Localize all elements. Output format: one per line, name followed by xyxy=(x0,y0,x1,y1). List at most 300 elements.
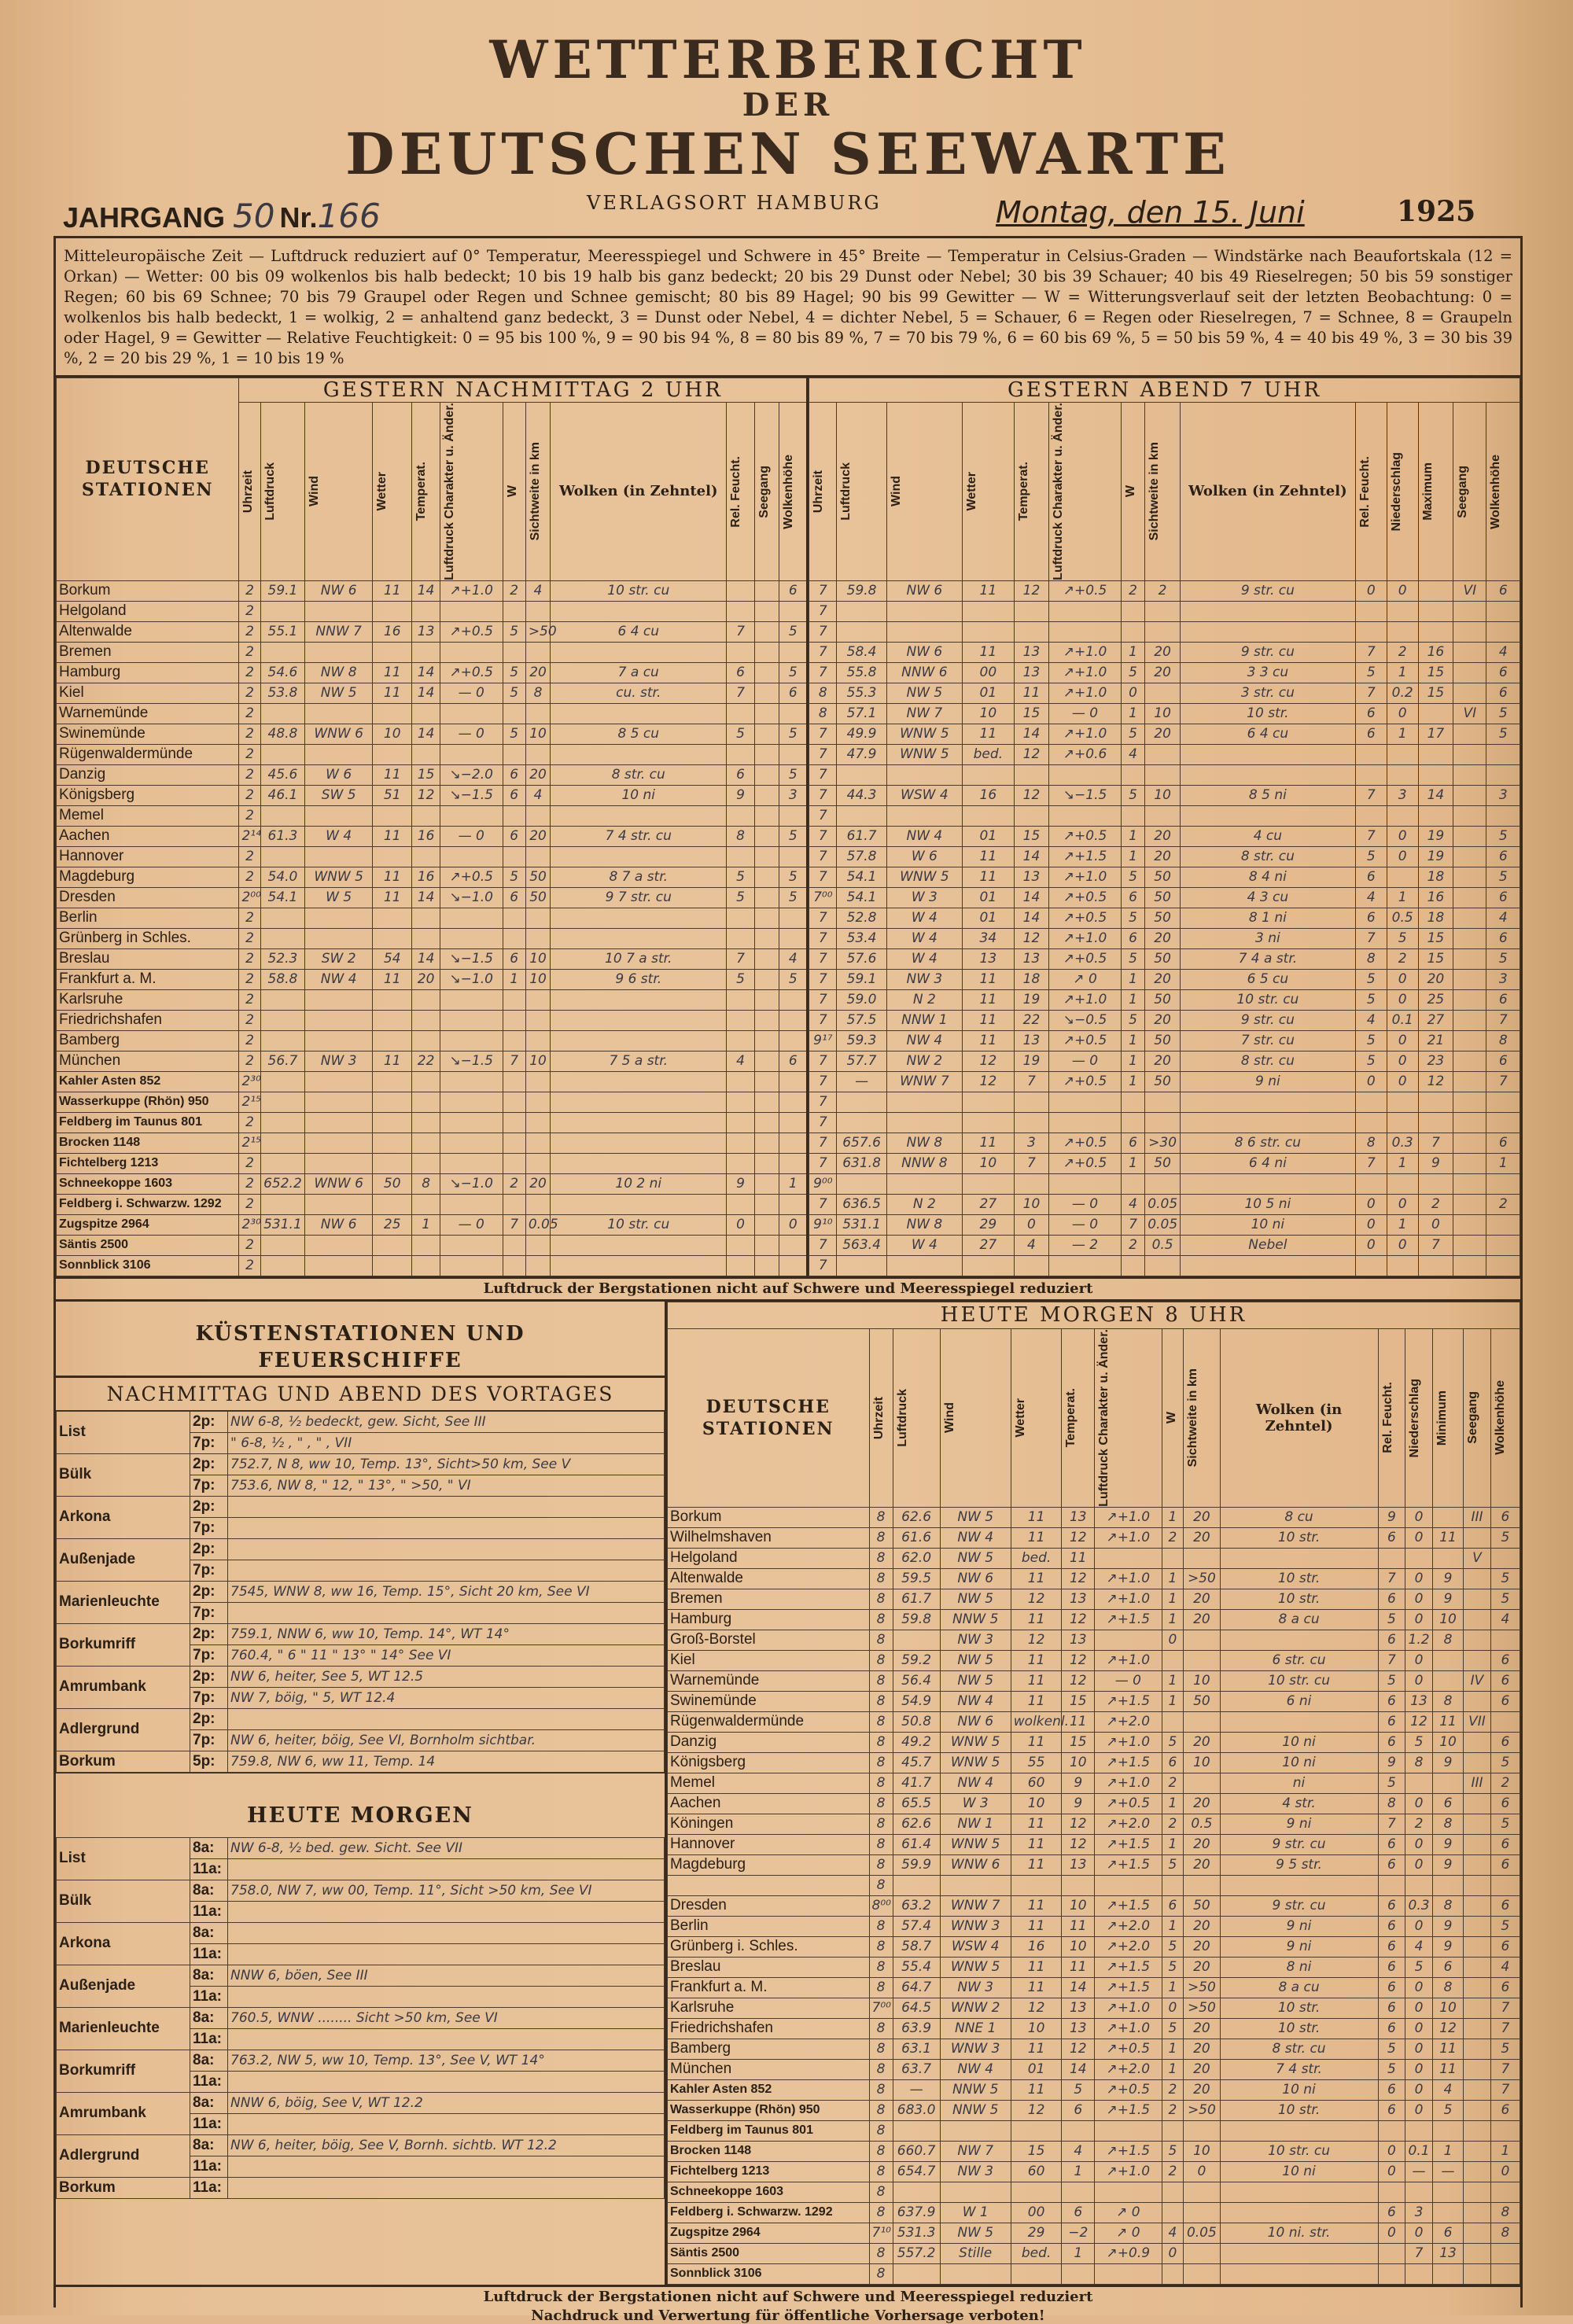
cell xyxy=(1464,1854,1491,1875)
cell: 5 xyxy=(779,826,808,846)
cell xyxy=(1095,2120,1162,2141)
table-row xyxy=(57,703,808,724)
cell: 11 xyxy=(373,969,412,989)
cell xyxy=(779,601,808,621)
cell xyxy=(1220,2182,1378,2202)
cell: 50 xyxy=(1145,948,1181,969)
cell: 8 xyxy=(869,1977,893,1998)
cell xyxy=(440,642,503,662)
table-row xyxy=(668,2243,1520,2263)
cell: 8 xyxy=(869,2182,893,2202)
cell: 8 xyxy=(809,703,837,724)
cell: 10 ni xyxy=(1220,1752,1378,1773)
cell: 14 xyxy=(412,662,440,683)
cell: 11 xyxy=(1062,1916,1095,1936)
cell: 10 xyxy=(1432,1609,1463,1630)
station-name xyxy=(668,1875,870,1895)
cell: 27 xyxy=(962,1194,1014,1214)
cell xyxy=(1387,621,1418,642)
cell: — 0 xyxy=(440,683,503,703)
table-row xyxy=(809,703,1520,724)
cell: ↗+1.0 xyxy=(1095,1773,1162,1793)
cell: ↗+1.5 xyxy=(1095,1957,1162,1977)
cell: 15 xyxy=(1418,662,1453,683)
cell: 5 xyxy=(779,662,808,683)
time-slot: 11a: xyxy=(190,2113,228,2134)
cell xyxy=(1453,969,1486,989)
cell xyxy=(412,846,440,867)
cell: >50 xyxy=(525,621,550,642)
cell: 10 ni xyxy=(1180,1214,1355,1235)
cell xyxy=(754,928,779,948)
col-header-label: Luftdruck xyxy=(895,1388,909,1447)
cell: ↗+1.0 xyxy=(1095,1527,1162,1548)
cell xyxy=(1014,1173,1049,1194)
station-name: Breslau xyxy=(668,1957,870,1977)
cell: 9¹⁰ xyxy=(809,1214,837,1235)
abend-table xyxy=(809,378,1520,1276)
cell xyxy=(1453,1235,1486,1255)
table-row xyxy=(57,1010,808,1030)
time-slot: 7p: xyxy=(190,1687,228,1708)
cell xyxy=(503,1112,525,1133)
cell xyxy=(1453,989,1486,1010)
cell: 8 xyxy=(869,1650,893,1670)
cell: 8 xyxy=(869,1936,893,1957)
cell: 61.3 xyxy=(260,826,305,846)
cell: 5 xyxy=(779,764,808,785)
cell: 10 str. xyxy=(1220,1568,1378,1589)
table-row xyxy=(57,1581,665,1602)
cell xyxy=(779,1235,808,1255)
cell: 1 xyxy=(1490,2141,1520,2161)
cell: 0 xyxy=(1355,580,1387,601)
cell: 11 xyxy=(1011,1650,1062,1670)
cell xyxy=(1184,2263,1220,2284)
cell: 1 xyxy=(1432,2141,1463,2161)
cell: 59.1 xyxy=(260,580,305,601)
cell: 1 xyxy=(1121,1030,1145,1051)
cell: 1 xyxy=(1387,1214,1418,1235)
col-header-label: Wolken (in Zehntel) xyxy=(1255,1401,1343,1435)
cell xyxy=(754,908,779,928)
col-header xyxy=(940,1328,1011,1507)
cell: 4 xyxy=(1405,1936,1433,1957)
cell: 7 str. cu xyxy=(1180,1030,1355,1051)
cell: 8 xyxy=(869,2079,893,2100)
cell: 11 xyxy=(1062,1548,1095,1568)
cell xyxy=(727,1112,755,1133)
time-slot: 11a: xyxy=(190,2177,228,2198)
cell: 6 xyxy=(503,764,525,785)
cell: 5 xyxy=(779,724,808,744)
cell xyxy=(1095,2182,1162,2202)
cell: 12 xyxy=(1062,2039,1095,2059)
cell: 9 xyxy=(1432,1936,1463,1957)
cell: NW 5 xyxy=(940,1507,1011,1527)
cell: 0 xyxy=(1014,1214,1049,1235)
cell xyxy=(1464,2223,1491,2243)
cell: 6 xyxy=(1121,1133,1145,1153)
cell: 2 xyxy=(239,1173,260,1194)
cell: 10 xyxy=(1011,1793,1062,1814)
cell: 8 xyxy=(412,1173,440,1194)
cell xyxy=(1162,2182,1184,2202)
cell: ↗+1.5 xyxy=(1095,1977,1162,1998)
cell: 5 xyxy=(1378,1670,1405,1691)
cell: 13 xyxy=(1062,1854,1095,1875)
cell xyxy=(1453,1194,1486,1214)
cell: 16 xyxy=(1418,642,1453,662)
station-name: Hannover xyxy=(57,846,239,867)
cell xyxy=(260,1030,305,1051)
cell xyxy=(373,846,412,867)
cell: 5 xyxy=(503,662,525,683)
cell: 7 4 str. xyxy=(1220,2059,1378,2079)
cell: 5 xyxy=(1355,989,1387,1010)
cell xyxy=(440,1255,503,1276)
table-row xyxy=(57,1092,808,1112)
cell: 1 xyxy=(1162,1977,1184,1998)
table-row xyxy=(668,2141,1520,2161)
cell: 5 xyxy=(1486,948,1520,969)
table-row xyxy=(809,1153,1520,1173)
table-row xyxy=(809,1133,1520,1153)
station-name: Berlin xyxy=(57,908,239,928)
station-name: Brocken 1148 xyxy=(668,2141,870,2161)
cell: 0.2 xyxy=(1387,683,1418,703)
cell: ↗+1.0 xyxy=(1049,989,1122,1010)
cell: 15 xyxy=(1062,1691,1095,1711)
cell: 20 xyxy=(1184,1589,1220,1609)
table-row xyxy=(809,1214,1520,1235)
cell xyxy=(1184,2243,1220,2263)
cell: 0 xyxy=(1387,1071,1418,1092)
cell xyxy=(440,989,503,1010)
stations-header: DEUTSCHE STATIONEN xyxy=(668,1328,870,1507)
cell: 0 xyxy=(1355,1071,1387,1092)
observation-text: NW 6-8, ½ bed. gew. Sicht. See VII xyxy=(228,1837,665,1858)
cell xyxy=(525,908,550,928)
cell: 7 xyxy=(727,621,755,642)
cell xyxy=(779,1255,808,1276)
cell xyxy=(1184,1711,1220,1732)
station-name: Zugspitze 2964 xyxy=(668,2223,870,2243)
cell: 13 xyxy=(962,948,1014,969)
cell xyxy=(1387,744,1418,764)
cell: 8 str. cu xyxy=(1180,1051,1355,1071)
cell: 2 xyxy=(1162,1527,1184,1548)
cell: WNW 5 xyxy=(305,867,373,887)
cell xyxy=(1387,764,1418,785)
cell: NW 3 xyxy=(940,2161,1011,2182)
cell: NNW 8 xyxy=(886,1153,962,1173)
table-row xyxy=(668,2079,1520,2100)
cell xyxy=(1453,1051,1486,1071)
cell: ↗+2.0 xyxy=(1095,1936,1162,1957)
col-header-label: Wetter xyxy=(375,472,389,511)
cell: 12 xyxy=(1062,1568,1095,1589)
cell xyxy=(1405,2263,1433,2284)
cell xyxy=(1490,1548,1520,1568)
cell: 52.8 xyxy=(837,908,886,928)
cell: 9 xyxy=(1432,1589,1463,1609)
cell: 20 xyxy=(1184,1732,1220,1752)
cell: 0.5 xyxy=(1145,1235,1181,1255)
cell xyxy=(893,1875,940,1895)
cell: ↗+1.0 xyxy=(1095,1650,1162,1670)
cell: 11 xyxy=(373,764,412,785)
cell xyxy=(940,1875,1011,1895)
cell xyxy=(1355,1092,1387,1112)
cell xyxy=(779,1133,808,1153)
table-row xyxy=(668,1793,1520,1814)
cell xyxy=(1418,580,1453,601)
cell xyxy=(1180,805,1355,826)
cell xyxy=(1014,621,1049,642)
col-header xyxy=(1180,403,1355,581)
cell: 14 xyxy=(412,683,440,703)
cell: 6 xyxy=(1162,1752,1184,1773)
cell: 7 xyxy=(1014,1153,1049,1173)
cell: >50 xyxy=(1184,1977,1220,1998)
cell: 11 xyxy=(962,1010,1014,1030)
cell: 1 xyxy=(1121,703,1145,724)
cell: 20 xyxy=(412,969,440,989)
cell: ↗+0.5 xyxy=(1095,1793,1162,1814)
cell: 6 xyxy=(1378,1527,1405,1548)
cell xyxy=(305,846,373,867)
cell: WNW 6 xyxy=(305,1173,373,1194)
cell: 5 xyxy=(779,621,808,642)
cell: 9 xyxy=(1378,1507,1405,1527)
cell: 12 xyxy=(1062,1650,1095,1670)
cell: 4 xyxy=(1355,1010,1387,1030)
cell xyxy=(1184,2182,1220,2202)
table-row xyxy=(57,744,808,764)
cell: 50 xyxy=(1184,1895,1220,1916)
table-row xyxy=(809,887,1520,908)
cell: 6 xyxy=(1378,1916,1405,1936)
cell xyxy=(940,2182,1011,2202)
cell xyxy=(551,1194,727,1214)
cell xyxy=(727,1235,755,1255)
coastal-station-name: Außenjade xyxy=(57,1965,190,2007)
cell: ↗ 0 xyxy=(1049,969,1122,989)
station-name: München xyxy=(57,1051,239,1071)
cell xyxy=(754,642,779,662)
cell: 9 str. cu xyxy=(1220,1895,1378,1916)
col-header xyxy=(1464,1328,1491,1507)
cell xyxy=(260,1235,305,1255)
cell xyxy=(551,805,727,826)
cell: 63.7 xyxy=(893,2059,940,2079)
cell: 19 xyxy=(1014,1051,1049,1071)
cell: 7 xyxy=(1355,826,1387,846)
coastal-station-name: Borkum xyxy=(57,1751,190,1772)
cell: 13 xyxy=(412,621,440,642)
cell: 11 xyxy=(1011,1977,1062,1998)
cell xyxy=(1486,805,1520,826)
station-name: Karlsruhe xyxy=(668,1998,870,2018)
cell: 5 xyxy=(727,724,755,744)
cell xyxy=(1453,683,1486,703)
cell xyxy=(1355,805,1387,826)
cell xyxy=(1184,2202,1220,2223)
cell: 65.5 xyxy=(893,1793,940,1814)
cell xyxy=(1095,1630,1162,1650)
cell: 5 xyxy=(1162,1854,1184,1875)
cell: 8 xyxy=(869,1875,893,1895)
col-header-label: Seegang xyxy=(1466,1391,1480,1445)
cell: 4 cu xyxy=(1180,826,1355,846)
coastal-station-name: Amrumbank xyxy=(57,2092,190,2134)
cell: 8 5 ni xyxy=(1180,785,1355,805)
table-row xyxy=(57,1173,808,1194)
cell: NW 6 xyxy=(886,580,962,601)
cell xyxy=(260,989,305,1010)
cell: 11 xyxy=(1062,1957,1095,1977)
cell: NW 6 xyxy=(886,642,962,662)
station-name: Bamberg xyxy=(57,1030,239,1051)
cell: WNW 6 xyxy=(305,724,373,744)
cell: — 2 xyxy=(1049,1235,1122,1255)
cell: 2 xyxy=(1145,580,1181,601)
cell: 61.7 xyxy=(837,826,886,846)
cell: 54.1 xyxy=(837,887,886,908)
cell: 3 xyxy=(1014,1133,1049,1153)
station-name: Friedrichshafen xyxy=(57,1010,239,1030)
cell: 6 xyxy=(1378,2079,1405,2100)
cell xyxy=(1464,1814,1491,1834)
cell: 8 xyxy=(869,1691,893,1711)
cell xyxy=(837,621,886,642)
cell: 25 xyxy=(373,1214,412,1235)
cell: 20 xyxy=(1184,1854,1220,1875)
col-header xyxy=(1121,403,1145,581)
cell: ni xyxy=(1220,1773,1378,1793)
cell xyxy=(440,1112,503,1133)
station-name: Rügenwaldermünde xyxy=(57,744,239,764)
cell: 53.4 xyxy=(837,928,886,948)
station-name: Danzig xyxy=(668,1732,870,1752)
cell: 1 xyxy=(1162,1609,1184,1630)
cell xyxy=(373,1030,412,1051)
cell: 12 xyxy=(1062,1670,1095,1691)
cell: N 2 xyxy=(886,989,962,1010)
time-slot: 8a: xyxy=(190,1880,228,1901)
station-name: Hamburg xyxy=(668,1609,870,1630)
table-row xyxy=(57,2050,665,2071)
cell: 0 xyxy=(1405,1507,1433,1527)
cell: 13 xyxy=(1062,1998,1095,2018)
cell: 7 xyxy=(809,867,837,887)
cell xyxy=(1180,1092,1355,1112)
col-header xyxy=(239,403,260,581)
cell xyxy=(551,744,727,764)
cell xyxy=(503,805,525,826)
observation-text xyxy=(228,1943,665,1965)
cell xyxy=(1453,642,1486,662)
cell: 8 xyxy=(869,1854,893,1875)
cell: ↗+0.5 xyxy=(1049,1153,1122,1173)
cell: 9 xyxy=(1432,1916,1463,1936)
cell: 11 xyxy=(1011,2079,1062,2100)
cell xyxy=(1355,744,1387,764)
station-name: Grünberg i. Schles. xyxy=(668,1936,870,1957)
col-header-label: Wind xyxy=(889,476,903,507)
cell: 2 xyxy=(1387,642,1418,662)
cell xyxy=(1011,2120,1062,2141)
table-row xyxy=(809,867,1520,887)
cell xyxy=(1355,1255,1387,1276)
cell: 6 xyxy=(1378,2018,1405,2039)
station-name: Borkum xyxy=(668,1507,870,1527)
cell: 10 xyxy=(525,1051,550,1071)
cell: 6 xyxy=(1486,989,1520,1010)
cell: 14 xyxy=(412,724,440,744)
cell xyxy=(1378,1875,1405,1895)
cell xyxy=(1490,2243,1520,2263)
cell: 7 xyxy=(809,948,837,969)
cell: 5 xyxy=(1378,2059,1405,2079)
table-row xyxy=(809,642,1520,662)
cell xyxy=(779,1071,808,1092)
cell: 0.5 xyxy=(1184,1814,1220,1834)
cell: 7 xyxy=(1378,1568,1405,1589)
cell: 11 xyxy=(962,1030,1014,1051)
station-name: Rügenwaldermünde xyxy=(668,1711,870,1732)
cell xyxy=(779,1092,808,1112)
cell xyxy=(1432,2182,1463,2202)
cell xyxy=(503,601,525,621)
cell: 20 xyxy=(1184,1936,1220,1957)
cell xyxy=(1355,601,1387,621)
table-row xyxy=(809,989,1520,1010)
cell: 15 xyxy=(1014,703,1049,724)
cell xyxy=(412,642,440,662)
cell: 9 5 str. xyxy=(1220,1854,1378,1875)
cell: 11 xyxy=(1432,1527,1463,1548)
cell: 8 xyxy=(869,2161,893,2182)
observation-text: NW 6-8, ½ bedeckt, gew. Sicht, See III xyxy=(228,1411,665,1432)
table-row xyxy=(668,1691,1520,1711)
cell: 11 xyxy=(1014,683,1049,703)
cell xyxy=(1453,1214,1486,1235)
cell: 25 xyxy=(1418,989,1453,1010)
cell xyxy=(1049,764,1122,785)
col-header-label: Temperat. xyxy=(1016,462,1030,521)
observation-text: 760.5, WNW ........ Sicht >50 km, See VI xyxy=(228,2007,665,2028)
cell: 0 xyxy=(1405,2059,1433,2079)
time-slot: 2p: xyxy=(190,1496,228,1517)
table-row xyxy=(668,1548,1520,1568)
cell xyxy=(260,1194,305,1214)
station-name: Königsberg xyxy=(668,1752,870,1773)
cell: 0.3 xyxy=(1405,1895,1433,1916)
table-row xyxy=(57,785,808,805)
cell: 57.4 xyxy=(893,1916,940,1936)
morgen-panel xyxy=(667,1302,1520,2285)
cell: 2 xyxy=(239,1030,260,1051)
cell: 8 ni xyxy=(1220,1957,1378,1977)
cell: ↗+0.5 xyxy=(440,621,503,642)
col-header-label: Wetter xyxy=(964,472,978,511)
cell: NW 2 xyxy=(886,1051,962,1071)
cell: 15 xyxy=(1418,683,1453,703)
cell: 8 xyxy=(1432,1977,1463,1998)
cell: 3 xyxy=(1387,785,1418,805)
